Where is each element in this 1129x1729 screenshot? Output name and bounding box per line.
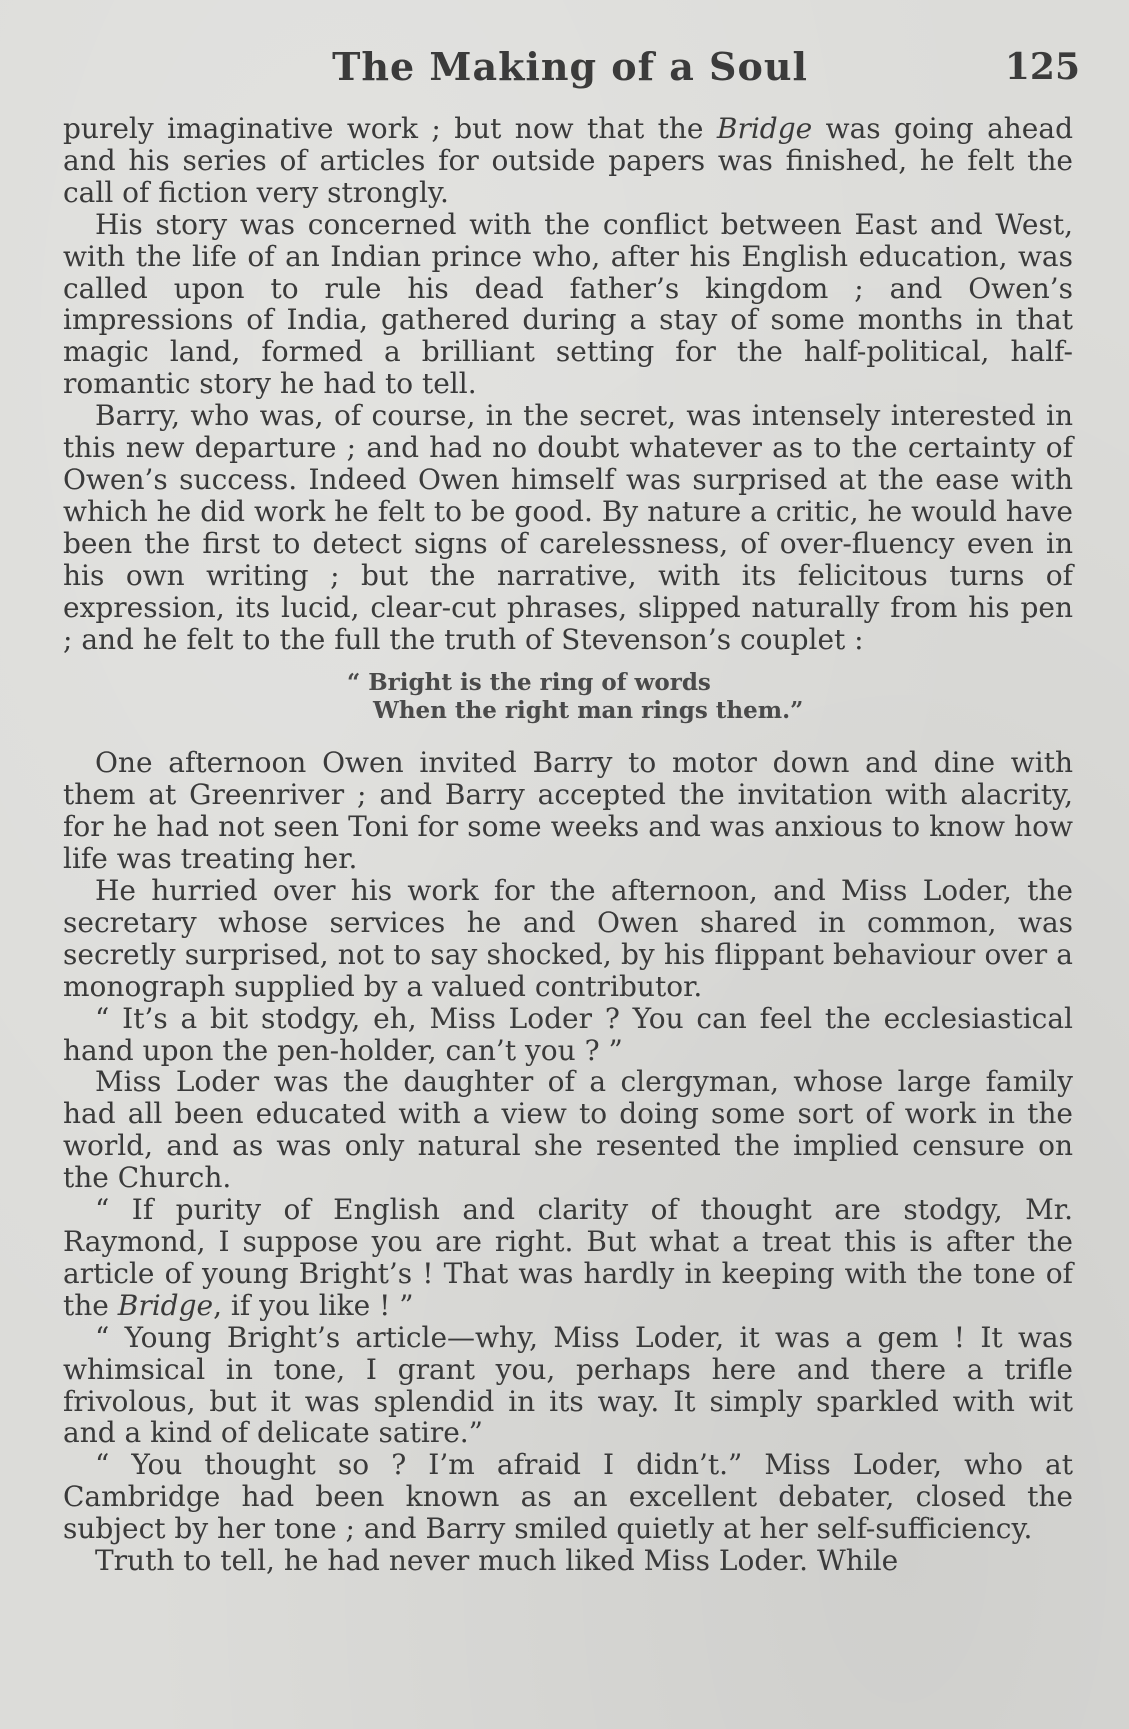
running-title: The Making of a Soul xyxy=(332,44,808,89)
paragraph-5: He hurried over his work for the afternoon, and Miss Loder, the secretary whose services he and Owen shared in common, was secretly surprised, not to say shocked, by his flippant behaviour over a monograph supplied by a valued contributor. xyxy=(63,874,1073,1003)
running-head xyxy=(60,44,1080,94)
verse-quote xyxy=(63,669,1073,725)
quote-line-1: “ Bright is the ring of words xyxy=(347,669,711,697)
italic-bridge: Bridge xyxy=(716,112,813,145)
paragraph-9: “ Young Bright’s article—why, Miss Loder, it was a gem ! It was whimsical in tone, I grant you, perhaps here and there a trifle frivolous, but it was splendid in its way. It simply sparkled with wit and a kind of delicate satire.” xyxy=(63,1320,1073,1450)
paragraph-10: “ You thought so ? I’m afraid I didn’t.” Miss Loder, who at Cambridge had been known as an excellent debater, closed the subject by her tone ; and Barry smiled quietly at her self-sufficiency. xyxy=(63,1448,1073,1546)
paragraph-7: Miss Loder was the daughter of a clergyman, whose large family had all been educated with a view to doing some sort of work in the world, and as was only natural she resented the implied censure on the Church. xyxy=(63,1065,1073,1195)
quote-line-2: When the right man rings them.” xyxy=(373,697,804,725)
paragraph-6: “ It’s a bit stodgy, eh, Miss Loder ? You can feel the ecclesiastical hand upon the pen-holder, can’t you ? ” xyxy=(63,1001,1073,1067)
paragraph-1: purely imaginative work ; but now that the Bridge was going ahead and his series of articles for outside papers was finished, he felt the call of fiction very strongly. xyxy=(63,112,1073,209)
page-number: 125 xyxy=(1004,46,1080,88)
body-text xyxy=(63,113,1073,1577)
paragraph-4: One afternoon Owen invited Barry to motor down and dine with them at Greenriver ; and Barry accepted the invitation with alacrity, for he had not seen Toni for some weeks and was anxious to know how life was treating her. xyxy=(63,746,1073,876)
paragraph-11: Truth to tell, he had never much liked Miss Loder. While xyxy=(95,1544,899,1578)
paragraph-8: “ If purity of English and clarity of thought are stodgy, Mr. Raymond, I suppose you are right. But what a treat this is after the article of young Bright’s ! That was hardly in keeping with the tone of the Bridge, if you like ! ” xyxy=(63,1193,1073,1322)
italic-bridge: Bridge xyxy=(117,1288,214,1322)
paragraph-3: Barry, who was, of course, in the secret, was intensely interested in this new departure ; and had no doubt whatever as to the certainty of Owen’s success. Indeed Owen himself was surprised at the ease with which he did work he felt to be good. By nature a critic, he would have been the first to detect signs of carelessness, of over-fluency even in his own writing ; but the narrative, with its felicitous turns of expression, its lucid, clear-cut phrases, slipped naturally from his pen ; and he felt to the full the truth of Stevenson’s couplet : xyxy=(63,399,1073,656)
paragraph-2: His story was concerned with the conflict between East and West, with the life of an Indian prince who, after his English education, was called upon to rule his dead father’s kingdom ; and Owen’s impressions of India, gathered during a stay of some months in that magic land, formed a brilliant setting for the half-political, half-romantic story he had to tell. xyxy=(63,207,1073,401)
